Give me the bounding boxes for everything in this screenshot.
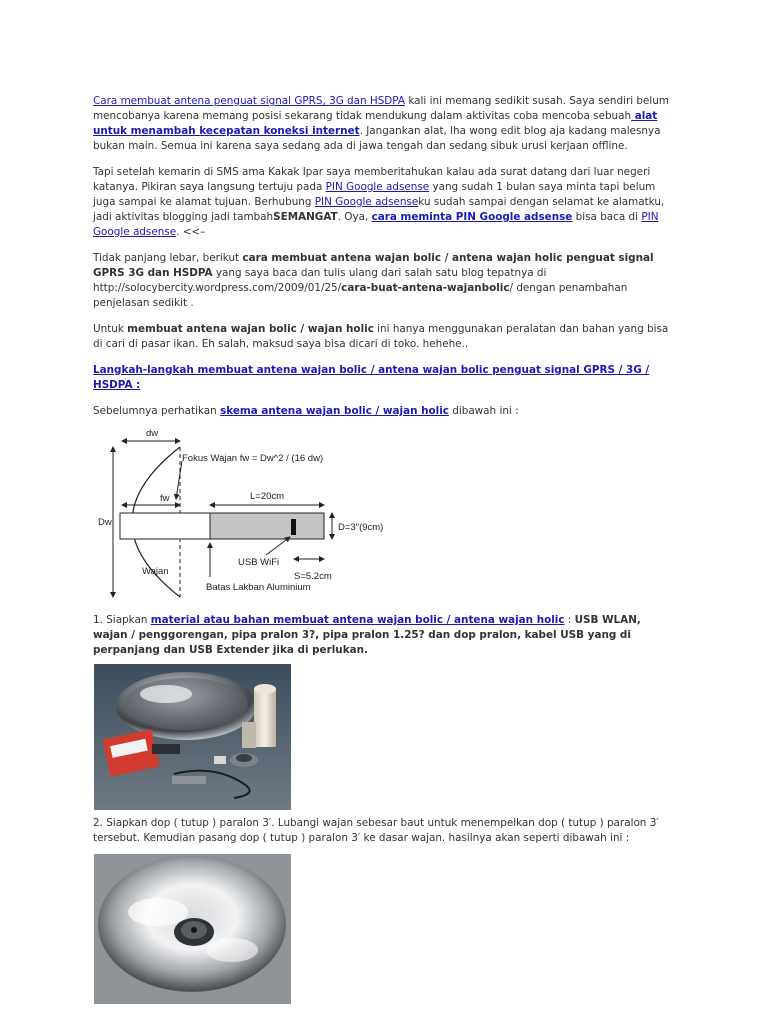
link-skema-antena[interactable]: skema antena wajan bolic / wajan holic bbox=[220, 405, 449, 417]
emphasis-title: cara membuat antena wajan bolic / antena wajan holic penguat signal GPRS 3G dan HSDPA bbox=[93, 252, 654, 279]
text: bisa baca di bbox=[572, 211, 642, 223]
link-langkah-langkah[interactable]: Langkah-langkah membuat antena wajan bolic / antena wajan bolic penguat signal GPRS / 3G / HSDPA : bbox=[93, 364, 650, 391]
materials-photo bbox=[94, 664, 291, 810]
text: ku sudah sampai dengan selamat ke alamatku, jadi aktivitas blogging jadi tambah bbox=[93, 196, 665, 223]
material-intro-paragraph bbox=[93, 322, 673, 352]
schema-intro bbox=[93, 404, 673, 419]
label-usb-wifi: USB WiFi bbox=[238, 557, 280, 568]
text: yang saya baca dan tulis ulang dari salah satu blog tepatnya di http://solocybercity.wordpress.com/2009/01/25/ bbox=[93, 267, 547, 294]
label-dw: dw bbox=[146, 428, 159, 439]
label-D: D=3"(9cm) bbox=[338, 522, 384, 533]
label-fw: fw bbox=[160, 493, 170, 504]
text: Sebelumnya perhatikan bbox=[93, 405, 221, 417]
label-Dw: Dw bbox=[98, 517, 112, 528]
step-2-paragraph: 2. Siapkan dop ( tutup ) paralon 3′. Lubangi wajan sebesar baut untuk menempelkan dop ( tutup ) paralon 3′ tersebut. Kemudian pasang dop ( tutup ) paralon 3′ ke dasar wajan. hasilnya akan seperti dibawah ini : bbox=[93, 817, 659, 844]
emphasis-semangat: SEMANGAT bbox=[273, 211, 338, 223]
text: . <<– bbox=[176, 226, 206, 238]
link-material-bahan[interactable]: material atau bahan membuat antena wajan bolic / antena wajan holic bbox=[150, 614, 565, 626]
article-body bbox=[93, 94, 673, 1004]
label-batas: Batas Lakban Aluminium bbox=[206, 582, 311, 593]
text: / dengan penambahan penjelasan sedikit . bbox=[93, 282, 628, 309]
usb-wifi-device bbox=[291, 519, 296, 535]
link-pin-adsense-2[interactable]: PIN Google adsense bbox=[314, 196, 419, 208]
link-alat-kecepatan[interactable]: alat untuk menambah kecepatan koneksi internet bbox=[93, 110, 658, 137]
text: Tidak panjang lebar, berikut bbox=[93, 252, 243, 264]
link-pin-adsense-3[interactable]: PIN Google adsense bbox=[93, 211, 659, 238]
tube-white bbox=[120, 513, 210, 539]
label-wajan: Wajan bbox=[142, 566, 169, 577]
text: 1. Siapkan bbox=[93, 614, 151, 626]
label-fokus: Fokus Wajan fw = Dw^2 / (16 dw) bbox=[182, 453, 324, 464]
text: kali ini memang sedikit susah. Saya sendiri belum mencobanya karena memang posisi sekarang tidak mendukung dalam aktivitas coba mencoba sebuah bbox=[93, 95, 669, 122]
emphasis-wajan-bolic: membuat antena wajan bolic / wajan holic bbox=[127, 323, 374, 335]
emphasis-material-list: USB WLAN, wajan / penggorengan, pipa pralon 3?, pipa pralon 1.25? dan dop pralon, kabel USB yang di perpanjang dan USB Extender jika di perlukan. bbox=[93, 614, 641, 656]
emphasis-slug: cara-buat-antena-wajanbolic bbox=[341, 282, 510, 294]
link-pin-adsense-1[interactable]: PIN Google adsense bbox=[325, 181, 430, 193]
text: Untuk bbox=[93, 323, 128, 335]
text: . Jangankan alat, lha wong edit blog aja kadang malesnya bukan main. Semua ini karena saya sedang ada di jawa tengah dan sedang sibuk urusi kerjaan offline. bbox=[93, 125, 661, 152]
text: . Oya, bbox=[337, 211, 372, 223]
link-cara-meminta-pin[interactable]: cara meminta PIN Google adsense bbox=[371, 211, 573, 223]
label-L: L=20cm bbox=[250, 491, 285, 502]
intro-paragraph bbox=[93, 94, 673, 154]
text: Tapi setelah kemarin di SMS ama Kakak Ipar saya memberitahukan kalau ada surat datang dari luar negeri katanya. Pikiran saya langsung tertuju pada bbox=[93, 166, 651, 193]
steps-heading bbox=[93, 363, 673, 393]
text: yang sudah 1 bulan saya minta tapi belum juga sampai ke alamat tujuan. Berhubung bbox=[93, 181, 656, 208]
text: dibawah ini : bbox=[448, 405, 519, 417]
label-S: S=5.2cm bbox=[294, 571, 332, 582]
tube-aluminium bbox=[210, 513, 324, 539]
pin-paragraph bbox=[93, 165, 673, 240]
text: ini hanya menggunakan peralatan dan bahan yang bisa di cari di pasar ikan. Eh salah, maksud saya bisa dicari di toko. hehehe.. bbox=[93, 323, 669, 350]
text: : bbox=[564, 614, 575, 626]
antenna-schema-diagram bbox=[98, 427, 428, 605]
link-cara-membuat-antena[interactable]: Cara membuat antena penguat signal GPRS, 3G dan HSDPA bbox=[93, 95, 406, 107]
dish-with-cap-photo bbox=[94, 854, 291, 1004]
source-paragraph bbox=[93, 251, 673, 311]
step-1-paragraph bbox=[93, 613, 673, 658]
